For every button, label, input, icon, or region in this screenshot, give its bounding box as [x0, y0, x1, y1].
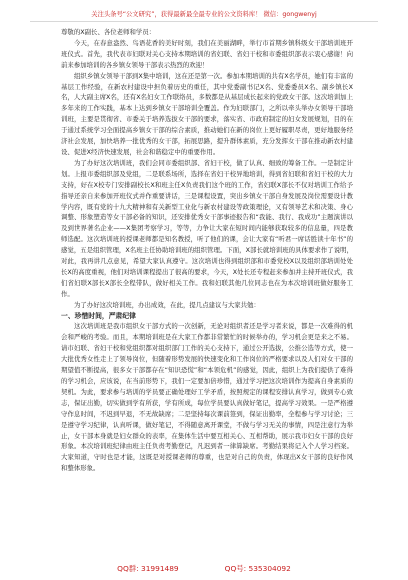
paragraph-transition: 为了办好这次培训班，办出成效，在此，提几点建议与大家共勉：: [74, 300, 260, 309]
paragraph-background: 组织乡镇女领导干部到X集中培训，这在还是第一次。参加本期培训的共有X名学员，她们有丰富的基层工作经验，在新农村建设中担负着历史的重任，其中党委副书记X名、党委委员X名、副乡镇长X名，人大副主席X名，还有X名妇女工作联络员，多数都是从基层成长起来的党政女干部。这次培训加上多年来的工作实践，基本上达到乡镇女干部培训全覆盖。作为妇联部门，之所以牵头举办女领导干部培训班，主要是贯彻省、市委关于培养选拔女干部的要求，落实省、市政府制定的妇女发展规划，目的在于通过系统学习全面提高乡镇女干部的综合素质，推动她们在新的岗位上更好履职尽责，更好地服务经济社会发展，加快培养一批优秀的女干部，拓展思路，提升群体素质，充分发挥女干部在推动新农村建设、促进X经济快速发展，社会和谐稳定中的重要作用。: [61, 71, 353, 156]
paragraph-opening: 今天，在春意盎然、鸟语花香的美好时刻，我们在美丽湖畔，举行市首期乡镇科级女干部培训班开班仪式。首先，我代表市妇联对关心支持本期培训的省妇联、省妇干校和市委组织部表示衷心感谢！向前来参加培训的各乡镇女领导干部表示热烈的欢迎！: [61, 38, 353, 69]
document-body: [61, 27, 353, 474]
salutation: 尊敬的X副长、各位老师和学员：: [61, 28, 156, 36]
footer-contact: [0, 563, 408, 575]
footer-qq-group: QQ群: 31991489: [117, 564, 179, 573]
paragraph-section-one: 这次培训班是我市组织女干部方式的一次创新，无论对组织者还是学习者来说，都是一次难得的机会和严峻的考验。而且，本期培训班是在大家工作都非常繁忙的时候举办的，学习机会更是来之不易。请市妇联、省妇干校和党组织都对组织部门工作的关心支持下，通过公开选拔，公推公选等方式，使一大批优秀女性走上了领导岗位，但随着形势发展的快速变化和工作岗位的严格要求以及人们对女干部的期望值不断提高，很多女干部都存在“知识恐慌”和“本领危机”的感觉，因此，组织上为我们提供了难得的学习机会，应该说，在当前形势下，我们一定要加倍珍惜，通过学习把这次培训作为提高自身素质的契机。为此，要求参与培训的学员要正确处理好工学矛盾，按照规定的课程安排认真学习，做到专心致志，保证出勤，切实做到学有所获，学有所成，每位学员要认真做好笔记，提高学习效果。一是严格遵守作息时间，不迟到早退，不无故缺席；二是坚持每次课前签到，保证出勤率，全程参与学习讨论；三是遵守学习纪律，认真听课，做好笔记，不得随意离开课堂，不做与学习无关的事情，四是注意行为举止，女干部本身就是妇女群众的表率，在集体生活中要互相关心、互相帮助，展示我市妇女干部的良好形象。本次培训班纪律由班主任负责考勤登记，凡迟到者一律算缺席。考勤结果将记入个人学习档案。大家知道，守时也是才能，这既是对授课老师的尊重，也是对自己的负责，体现出X女干部的良好作风和整体形象。: [61, 322, 353, 473]
footer-qq-number: QQ号: 535304092: [224, 564, 291, 573]
section-heading: 一、珍惜时间，严肃纪律: [61, 311, 136, 320]
header-banner: 关注头条号“公文研究”，获得最新最全最专业的公文资料库！ 微信：gongwenyj: [30, 9, 378, 22]
paragraph-preparation: 为了办好这次培训班，我们会同市委组织部、省妇干校，做了认真、细致的筹备工作。一是制定计划。上报市委组织部及党组，二是联系场所，选择在省妇干校异地培训，得到省妇联和省妇干校的大力支持，好在X校专门安排副校长X和班主任X负责我们这个班的工作，省妇联X部长不仅对培训工作给予指导还亲自来参加开班仪式并作重要讲话，三是课程设置，突出乡镇女干部自身发展及岗位需要设计教学内容，既有党的十九大精神和有关新型工业化与新农村建设等政策理论，又有领导艺术和决策、身心调整、形象塑造等女干部必备的知识，还安排优秀女干部事迹报告和“我能、我行、我成功”主题演讲以及到世界著名企业——X集团考察学习，等等，力争让大家在短时间内能够获取较多的信息量，四是教师选配。这次培训班的授课老师都是知名教授，听了他们的课，会让大家有“听君一席话胜读十年书”的感觉，五是组织管理，X名班主任协助培训班的组织管理。下面，X部长就培训班的具体要求作了说明，对此，我再讲几点意见，希望大家认真遵守。这次培训也得到组织部和市委党校X以及组织部培训处处长X的高度重视，他们对培训课程提出了很高的要求，今天，X处长还专程赶来参加并主持开班仪式，我们省妇联X部长X部长全程带队，做好相关工作。我和妇联其他几位同志也在为本次培训班做好服务工作。: [61, 158, 353, 298]
